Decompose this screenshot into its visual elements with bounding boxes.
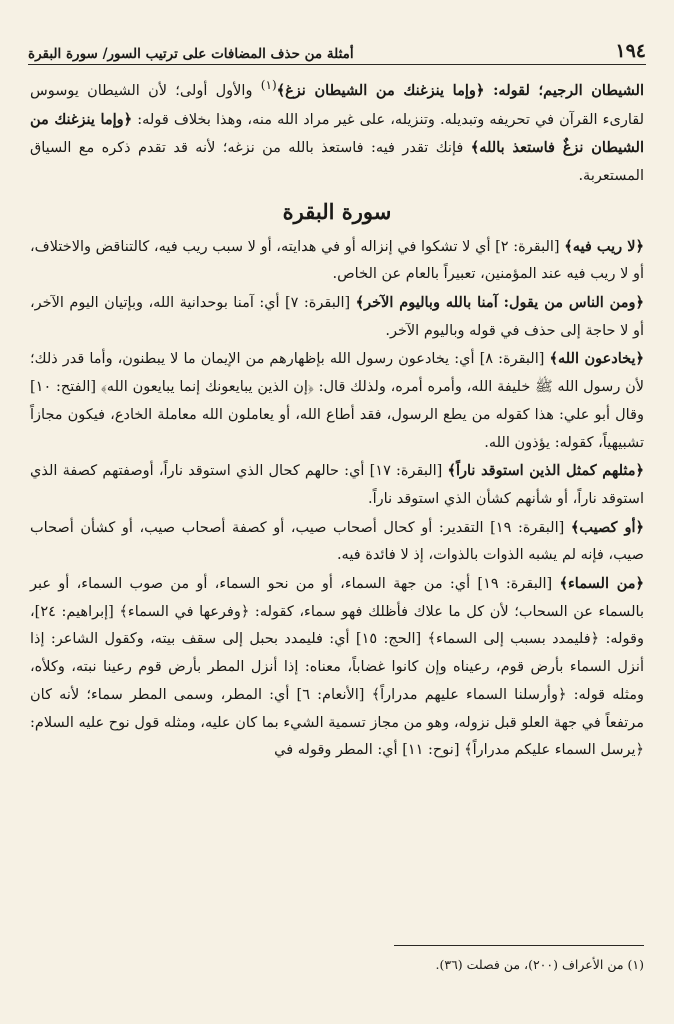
commentary: [البقرة: ٢] أي لا تشكوا في إنزاله أو في هدايته، أو لا سبب ريب فيه، كالتناقض والاختلاف، أو لا ريب فيه عند المؤمنين، تعبيراً بالعام عن الخاص. [30, 238, 644, 283]
intro-text-2: فإنك تقدر فيه: فاستعذ بالله من نزغه؛ لأنه قد تقدم ذكره مع السياق المستعربة. [30, 140, 644, 184]
paragraph [30, 289, 644, 345]
verse: ﴿ومن الناس من يقول: آمنا بالله وباليوم الآخر﴾ [355, 294, 644, 312]
intro-text: والأول أولى؛ لأن الشيطان يوسوس لقارىء القرآن في تحريفه وتبديله. وتنزيله، على غير مراد الله منه، وهذا بخلاف قوله: [30, 82, 644, 128]
verse: ﴿من السماء﴾ [559, 575, 644, 593]
verse: ﴿يخادعون الله﴾ [549, 350, 645, 368]
footnote-rule [394, 945, 644, 946]
paragraph [30, 233, 644, 289]
verse: ﴿أو كصيب﴾ [570, 518, 644, 536]
paragraph [30, 345, 644, 457]
intro-paragraph [30, 72, 644, 191]
commentary: [البقرة: ٨] أي: يخادعون رسول الله بإظهارهم من الإيمان ما لا يبطنون، وأما قدر ذلك؛ لأن رسول الله ﷺ خليفة الله، وأمره أمره، ولذلك قال: ﴿إن الذين يبايعونك إنما يبايعون الله﴾ [الفتح: ١٠] وقال أبو علي: هذا كقوله من يطع الرسول، فقد أطاع الله، أو يعاملون الله معاملة الخادع، فيكون مجازاً تشبيهياً، كقوله: يؤذون الله. [30, 351, 644, 451]
running-title: أمثلة من حذف المضافات على ترتيب السور/ سورة البقرة [28, 46, 354, 62]
commentary: [البقرة: ٧] أي: آمنا بوحدانية الله، وبإتيان اليوم الآخر، أو لا حاجة إلى حذف في قوله وباليوم الآخر. [30, 295, 644, 339]
verse: ﴿لا ريب فيه﴾ [564, 237, 645, 255]
paragraph [30, 514, 644, 570]
commentary: [البقرة: ١٩] أي: من جهة السماء، أو من نحو السماء، أو من صوب السماء، أو عبر بالسماء عن السحاب؛ لأن كل ما علاك فأظلك فهو سماء، كقوله: ﴿وفرعها في السماء﴾ [إبراهيم: ٢٤]، وقوله: ﴿فليمدد بسبب إلى السماء﴾ [الحج: ١٥] أي: فليمدد بحبل إلى سقف بيته، وكقول الشاعر: إذا أنزل السماء بأرض قوم، رعيناه وإن كانوا غضاباً، معناه: إذا أنزل المطر بأرض قوم رعينا نبته، وكلأه، ومثله قوله: ﴿وأرسلنا السماء عليهم مدراراً﴾ [الأنعام: ٦] أي: المطر، وسمى المطر سماء؛ لأنه كان مرتفعاً في جهة العلو قبل نزوله، وهو من مجاز تسمية الشيء بما كان عليه، ومثله قول نوح عليه السلام: ﴿يرسل السماء عليكم مدراراً﴾ [نوح: ١١] أي: المطر وقوله في [30, 576, 644, 759]
paragraph [30, 570, 644, 765]
verse: ﴿مثلهم كمثل الذين استوقد ناراً﴾ [447, 462, 645, 480]
page-number: ١٩٤ [615, 40, 646, 62]
commentary: [البقرة: ١٩] التقدير: أو كحال أصحاب صيب، أو كصفة أصحاب صيب، أو كشأن أصحاب صيب، فإنه لم يشبه الذوات بالذوات، إذ لا فائدة فيه. [30, 519, 644, 564]
intro-verse: الشيطان الرجيم؛ لقوله: ﴿وإما ينزغنك من الشيطان نزغ﴾ [276, 81, 645, 99]
paragraph [30, 457, 644, 513]
commentary: [البقرة: ١٧] أي: حالهم كحال الذي استوقد ناراً، أوصفتهم كصفة الذي استوقد ناراً، أو شأنهم كشأن الذي استوقد ناراً. [30, 463, 644, 507]
footnote: (١) من الأعراف (٢٠٠)، من فصلت (٣٦). [435, 957, 644, 972]
surah-heading: سورة البقرة [282, 198, 392, 224]
page-header [28, 34, 646, 62]
footnote-ref: (١) [260, 78, 277, 92]
intro-verse-2: ﴿وإما ينزغنك من الشيطان نزغٌ فاستعذ بالله﴾ [30, 110, 644, 157]
header-rule [28, 64, 646, 65]
body-text [30, 72, 644, 765]
